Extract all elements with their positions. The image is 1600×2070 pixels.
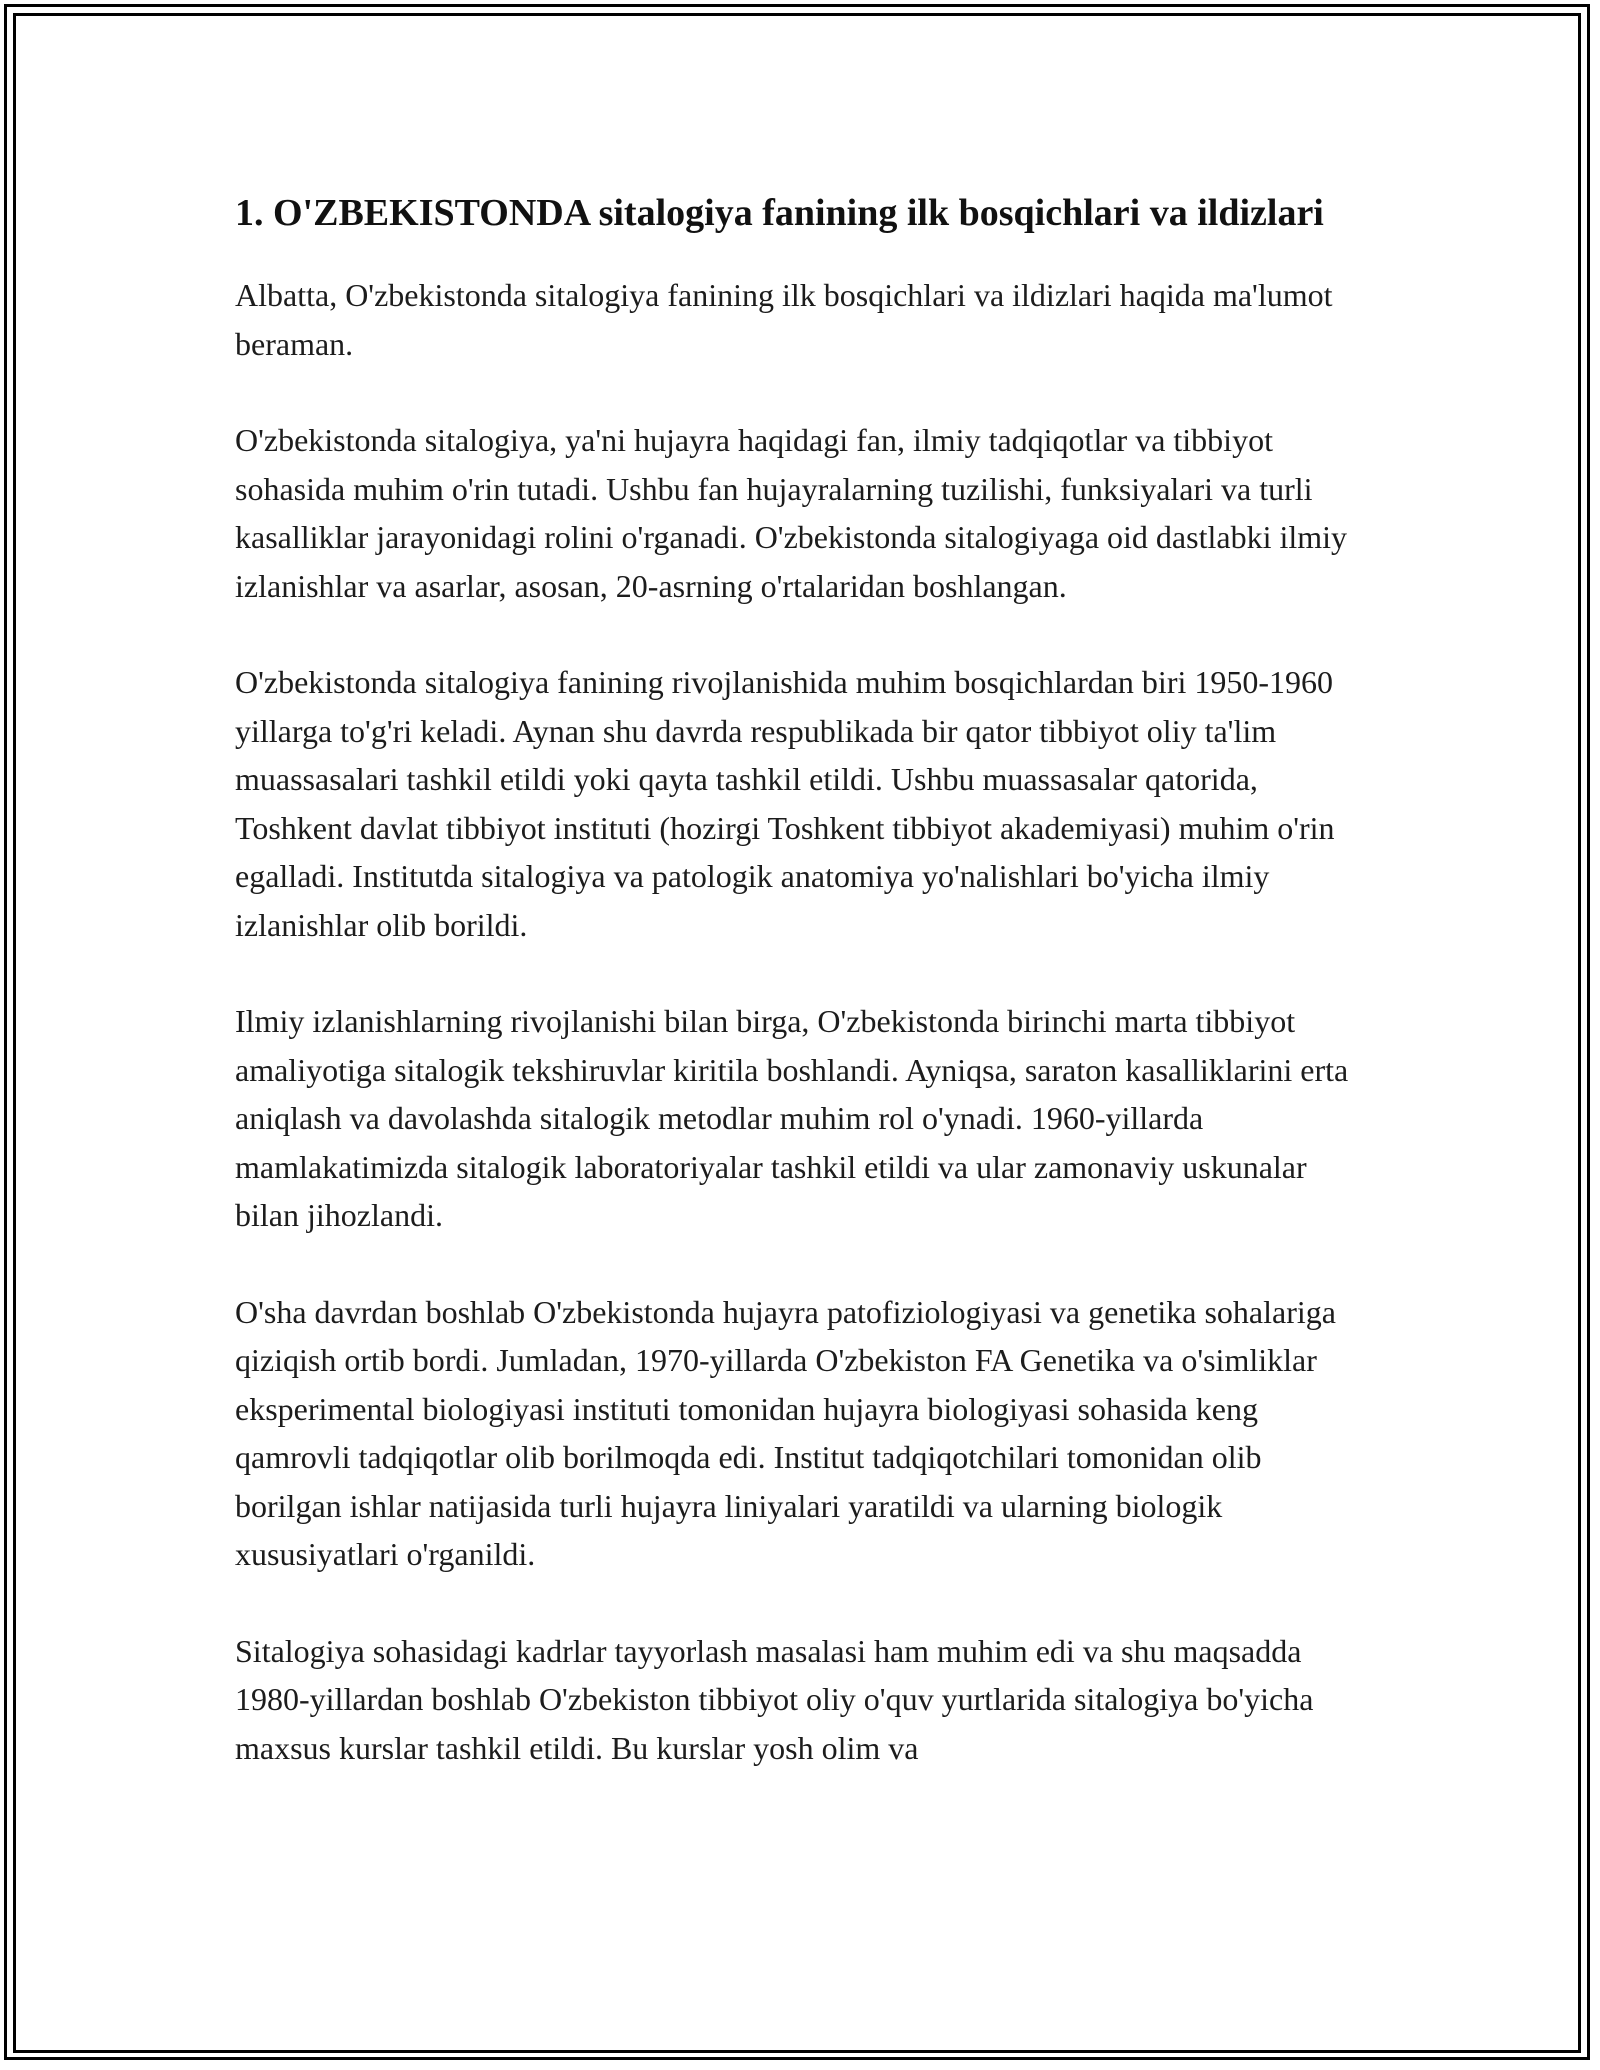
paragraph-training: Sitalogiya sohasidagi kadrlar tayyorlash masalasi ham muhim edi va shu maqsadda 1980-yillardan boshlab O'zbekiston tibbiyot oliy o'quv yurtlarida sitalogiya bo'yicha maxsus kurslar tashkil etildi. Bu kurslar yosh olim va: [235, 1632, 1314, 1766]
paragraph-genetics: O'sha davrdan boshlab O'zbekistonda hujayra patofiziologiyasi va genetika sohalariga qiziqish ortib bordi. Jumladan, 1970-yillarda O'zbekiston FA Genetika va o'simliklar eksperimental biologiyasi instituti tomonidan hujayra biologiyasi sohasida keng qamrovli tadqiqotlar olib borilmoqda edi. Institut tadqiqotchilari tomonidan olib borilgan ishlar natijasida turli hujayra liniyalari yaratildi va ularning biologik xususiyatlari o'rganildi.: [235, 1293, 1336, 1572]
paragraph-clinical-practice: Ilmiy izlanishlarning rivojlanishi bilan birga, O'zbekistonda birinchi marta tibbiyot amaliyotiga sitalogik tekshiruvlar kiritila boshlandi. Ayniqsa, saraton kasalliklarini erta aniqlash va davolashda sitalogik metodlar muhim rol o'ynadi. 1960-yillarda mamlakatimizda sitalogik laboratoriyalar tashkil etildi va ular zamonaviy uskunalar bilan jihozlandi.: [235, 1003, 1349, 1233]
document-body: [235, 185, 1375, 1820]
document-title: 1. O'ZBEKISTONDA sitalogiya fanining ilk bosqichlari va ildizlari: [235, 192, 1324, 234]
paragraph-intro: Albatta, O'zbekistonda sitalogiya fanining ilk bosqichlari va ildizlari haqida ma'lumot beraman.: [235, 277, 1333, 362]
paragraph-1950-1960: O'zbekistonda sitalogiya fanining rivojlanishida muhim bosqichlardan biri 1950-1960 yillarga to'g'ri keladi. Aynan shu davrda respublikada bir qator tibbiyot oliy ta'lim muassasalari tashkil etildi yoki qayta tashkil etildi. Ushbu muassasalar qatorida, Toshkent davlat tibbiyot instituti (hozirgi Toshkent tibbiyot akademiyasi) muhim o'rin egalladi. Institutda sitalogiya va patologik anatomiya yo'nalishlari bo'yicha ilmiy izlanishlar olib borildi.: [235, 664, 1335, 943]
paragraph-overview: O'zbekistonda sitalogiya, ya'ni hujayra haqidagi fan, ilmiy tadqiqotlar va tibbiyot sohasida muhim o'rin tutadi. Ushbu fan hujayralarning tuzilishi, funksiyalari va turli kasalliklar jarayonidagi rolini o'rganadi. O'zbekistonda sitalogiyaga oid dastlabki ilmiy izlanishlar va asarlar, asosan, 20-asrning o'rtalaridan boshlangan.: [235, 422, 1348, 604]
